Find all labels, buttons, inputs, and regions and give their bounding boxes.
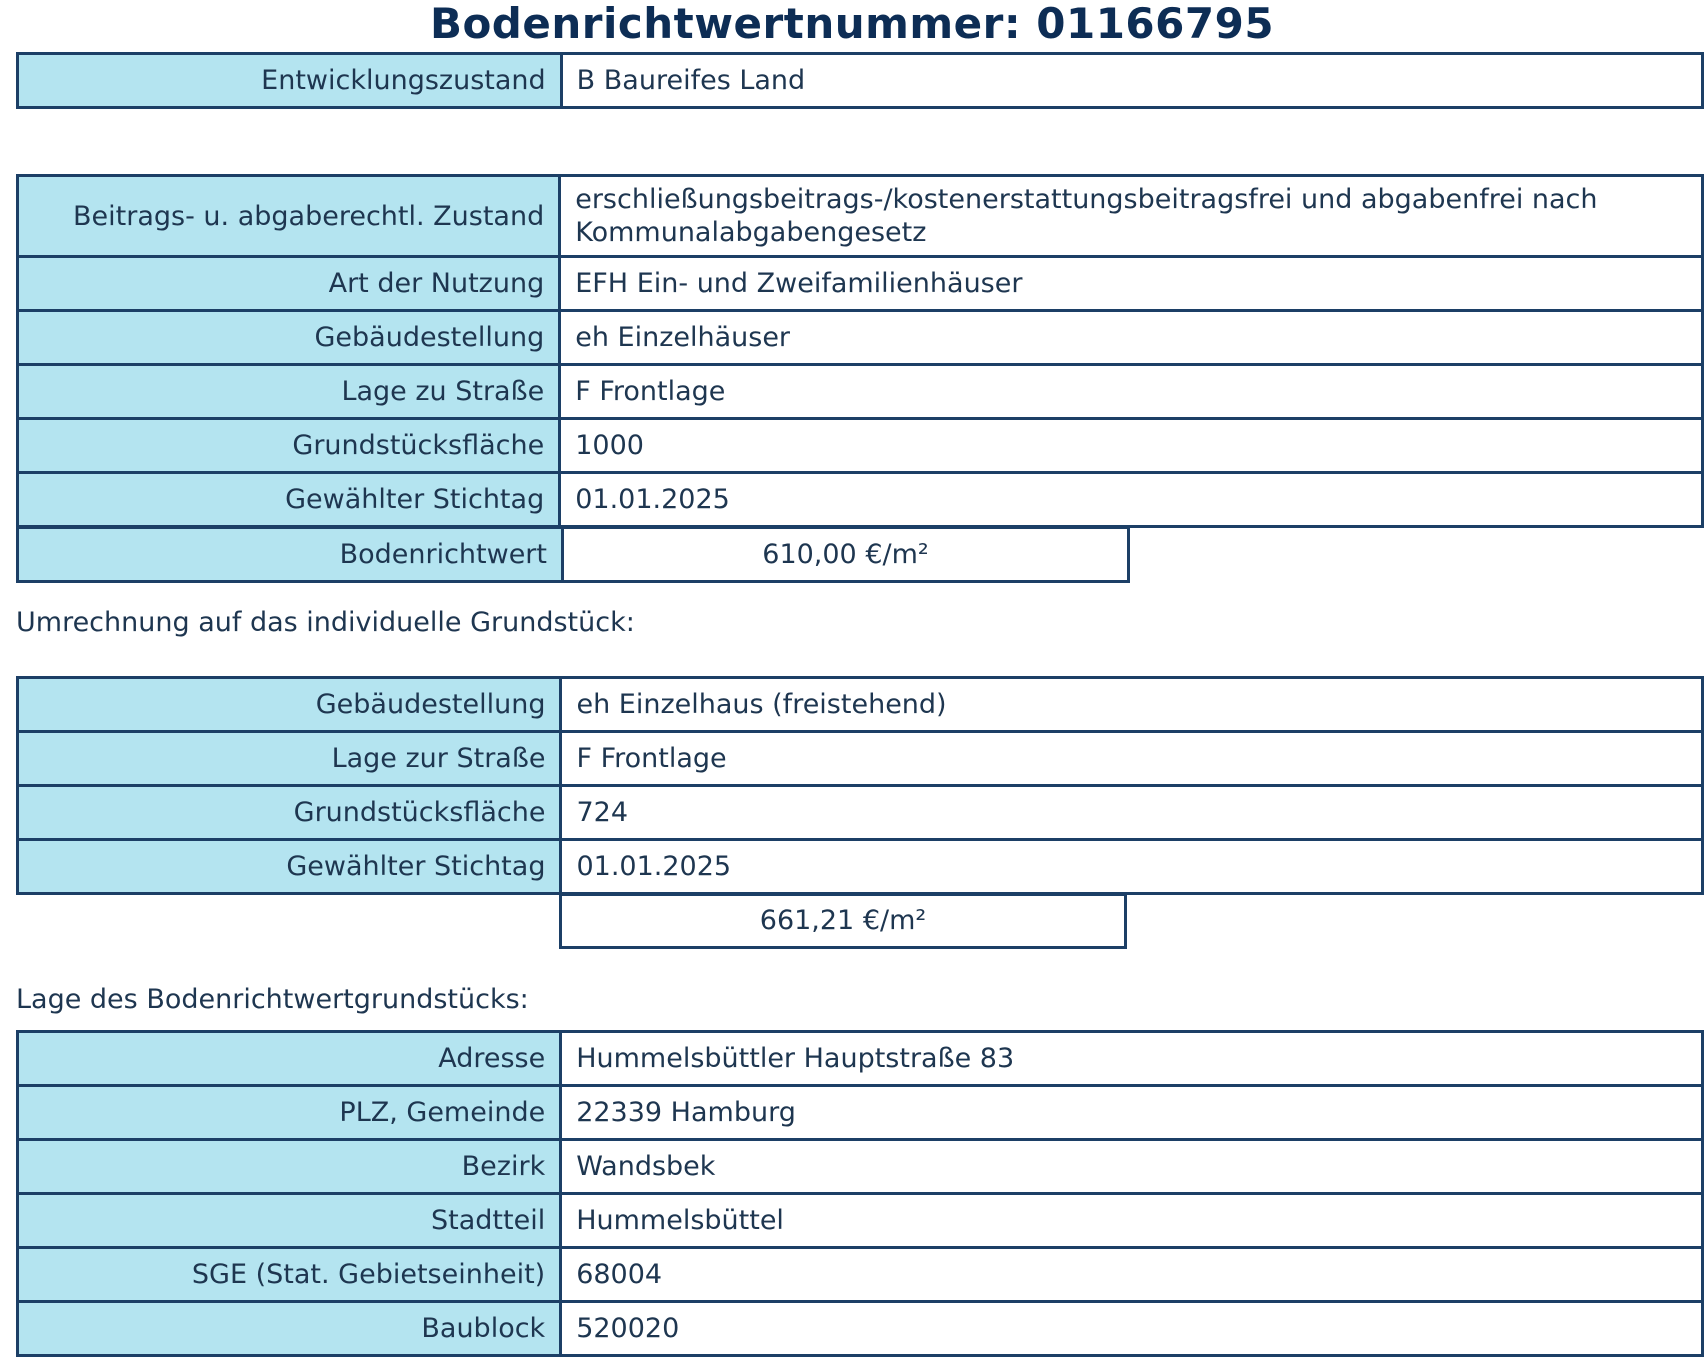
row-label: Art der Nutzung <box>18 257 560 311</box>
row-value: eh Einzelhäuser <box>560 311 1703 365</box>
row-value: 01.01.2025 <box>560 473 1703 527</box>
row-value: F Frontlage <box>561 732 1703 786</box>
row-label: Stadtteil <box>18 1194 561 1248</box>
row-value: 724 <box>561 786 1703 840</box>
row-value: 22339 Hamburg <box>561 1086 1703 1140</box>
development-state-table <box>16 52 1704 109</box>
table-row <box>18 840 1703 894</box>
row-label: SGE (Stat. Gebietseinheit) <box>18 1248 561 1302</box>
row-value: 68004 <box>561 1248 1703 1302</box>
table-row <box>18 365 1703 419</box>
row-value: 01.01.2025 <box>561 840 1703 894</box>
row-label: Gewählter Stichtag <box>18 473 560 527</box>
row-label: Entwicklungszustand <box>18 54 562 108</box>
conversion-table <box>16 676 1704 895</box>
table-row <box>18 732 1703 786</box>
row-value: Wandsbek <box>561 1140 1703 1194</box>
row-label: Adresse <box>18 1032 561 1086</box>
row-label: Gewählter Stichtag <box>18 840 561 894</box>
page-title: Bodenrichtwertnummer: 01166795 <box>429 0 1275 48</box>
row-value: eh Einzelhaus (freistehend) <box>561 678 1703 732</box>
table-row <box>18 1032 1703 1086</box>
table-row <box>18 1140 1703 1194</box>
row-value: 1000 <box>560 419 1703 473</box>
row-value: erschließungsbeitrags-/kostenerstattungsbeitragsfrei und abgabenfrei nach Kommunalabgabengesetz <box>560 176 1703 257</box>
row-value: Hummelsbüttler Hauptstraße 83 <box>561 1032 1703 1086</box>
row-value: 520020 <box>561 1302 1703 1356</box>
table-row <box>18 678 1703 732</box>
land-value-amount: 610,00 €/m² <box>563 528 1129 582</box>
row-label: Bezirk <box>18 1140 561 1194</box>
table-row <box>18 311 1703 365</box>
table-row <box>18 1194 1703 1248</box>
table-row <box>18 419 1703 473</box>
location-table <box>16 1030 1704 1357</box>
location-caption: Lage des Bodenrichtwertgrundstücks: <box>16 984 529 1015</box>
table-row <box>18 786 1703 840</box>
table-row <box>18 528 1129 582</box>
row-value: Hummelsbüttel <box>561 1194 1703 1248</box>
row-label: Grundstücksfläche <box>18 419 560 473</box>
row-label: Gebäudestellung <box>18 678 561 732</box>
row-label: Baublock <box>18 1302 561 1356</box>
land-value-label: Bodenrichtwert <box>18 528 563 582</box>
conversion-caption: Umrechnung auf das individuelle Grundstück: <box>16 607 635 638</box>
row-label: PLZ, Gemeinde <box>18 1086 561 1140</box>
row-label: Grundstücksfläche <box>18 786 561 840</box>
row-label: Gebäudestellung <box>18 311 560 365</box>
table-row <box>18 473 1703 527</box>
row-value: EFH Ein- und Zweifamilienhäuser <box>560 257 1703 311</box>
land-value-table <box>16 174 1704 528</box>
row-value: B Baureifes Land <box>561 54 1702 108</box>
row-label: Lage zu Straße <box>18 365 560 419</box>
land-value-result-table <box>16 526 1130 583</box>
row-value: F Frontlage <box>560 365 1703 419</box>
table-row <box>18 54 1703 108</box>
table-row <box>18 1248 1703 1302</box>
table-row <box>18 1086 1703 1140</box>
table-row <box>18 176 1703 257</box>
table-row <box>18 1302 1703 1356</box>
row-label: Lage zur Straße <box>18 732 561 786</box>
converted-value: 661,21 €/m² <box>559 893 1127 949</box>
row-label: Beitrags- u. abgaberechtl. Zustand <box>18 176 560 257</box>
table-row <box>18 257 1703 311</box>
